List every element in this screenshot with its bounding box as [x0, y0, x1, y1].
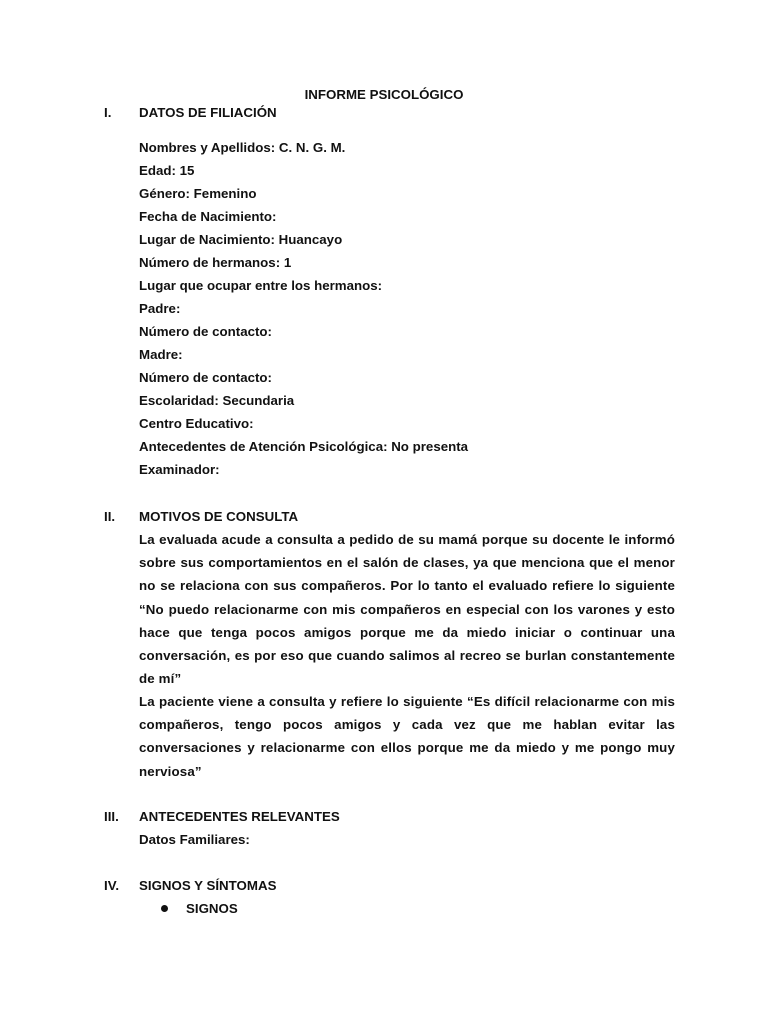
field-escolaridad: Escolaridad: Secundaria	[139, 393, 295, 408]
section-1-numeral: I.	[104, 105, 112, 120]
field-examinador: Examinador:	[139, 462, 220, 477]
section-3-numeral: III.	[104, 809, 119, 824]
field-nombres: Nombres y Apellidos: C. N. G. M.	[139, 140, 346, 155]
bullet-signos: SIGNOS	[186, 901, 238, 916]
section-2-heading: MOTIVOS DE CONSULTA	[139, 509, 299, 524]
field-madre: Madre:	[139, 347, 183, 362]
field-contacto-padre: Número de contacto:	[139, 324, 272, 339]
section-2-numeral: II.	[104, 509, 116, 524]
field-numero-hermanos: Número de hermanos: 1	[139, 255, 292, 270]
field-lugar-nacimiento: Lugar de Nacimiento: Huancayo	[139, 232, 343, 247]
field-edad: Edad: 15	[139, 163, 195, 178]
report-title: INFORME PSICOLÓGICO	[304, 87, 464, 102]
bullet-icon	[161, 905, 168, 912]
field-contacto-madre: Número de contacto:	[139, 370, 272, 385]
field-antecedentes-atencion: Antecedentes de Atención Psicológica: No presenta	[139, 439, 469, 454]
field-genero: Género: Femenino	[139, 186, 257, 201]
consulta-paragraph-2: La paciente viene a consulta y refiere lo siguiente “Es difícil relacionarme con mis compañeros, tengo pocos amigos y cada vez que me hablan evitar las conversaciones y relacionarme con ellos porque me da miedo y me pongo muy nerviosa”	[139, 694, 675, 779]
field-padre: Padre:	[139, 301, 181, 316]
datos-familiares-label: Datos Familiares:	[139, 832, 250, 847]
section-4-heading: SIGNOS Y SÍNTOMAS	[139, 878, 277, 893]
section-3-heading: ANTECEDENTES RELEVANTES	[139, 809, 340, 824]
field-lugar-hermanos: Lugar que ocupar entre los hermanos:	[139, 278, 383, 293]
field-fecha-nacimiento: Fecha de Nacimiento:	[139, 209, 277, 224]
section-1-heading: DATOS DE FILIACIÓN	[139, 105, 277, 120]
field-centro-educativo: Centro Educativo:	[139, 416, 254, 431]
consulta-paragraph-1: La evaluada acude a consulta a pedido de su mamá porque su docente le informó sobre sus comportamientos en el salón de clases, ya que menciona que el menor no se relaciona con sus compañeros. Por lo tanto el evaluado refiere lo siguiente “No puedo relacionarme con mis compañeros en especial con los varones y esto hace que tenga pocos amigos porque me da miedo iniciar o continuar una conversación, es por eso que cuando salimos al recreo se burlan constantemente de mí”	[139, 532, 675, 687]
section-4-numeral: IV.	[104, 878, 120, 893]
